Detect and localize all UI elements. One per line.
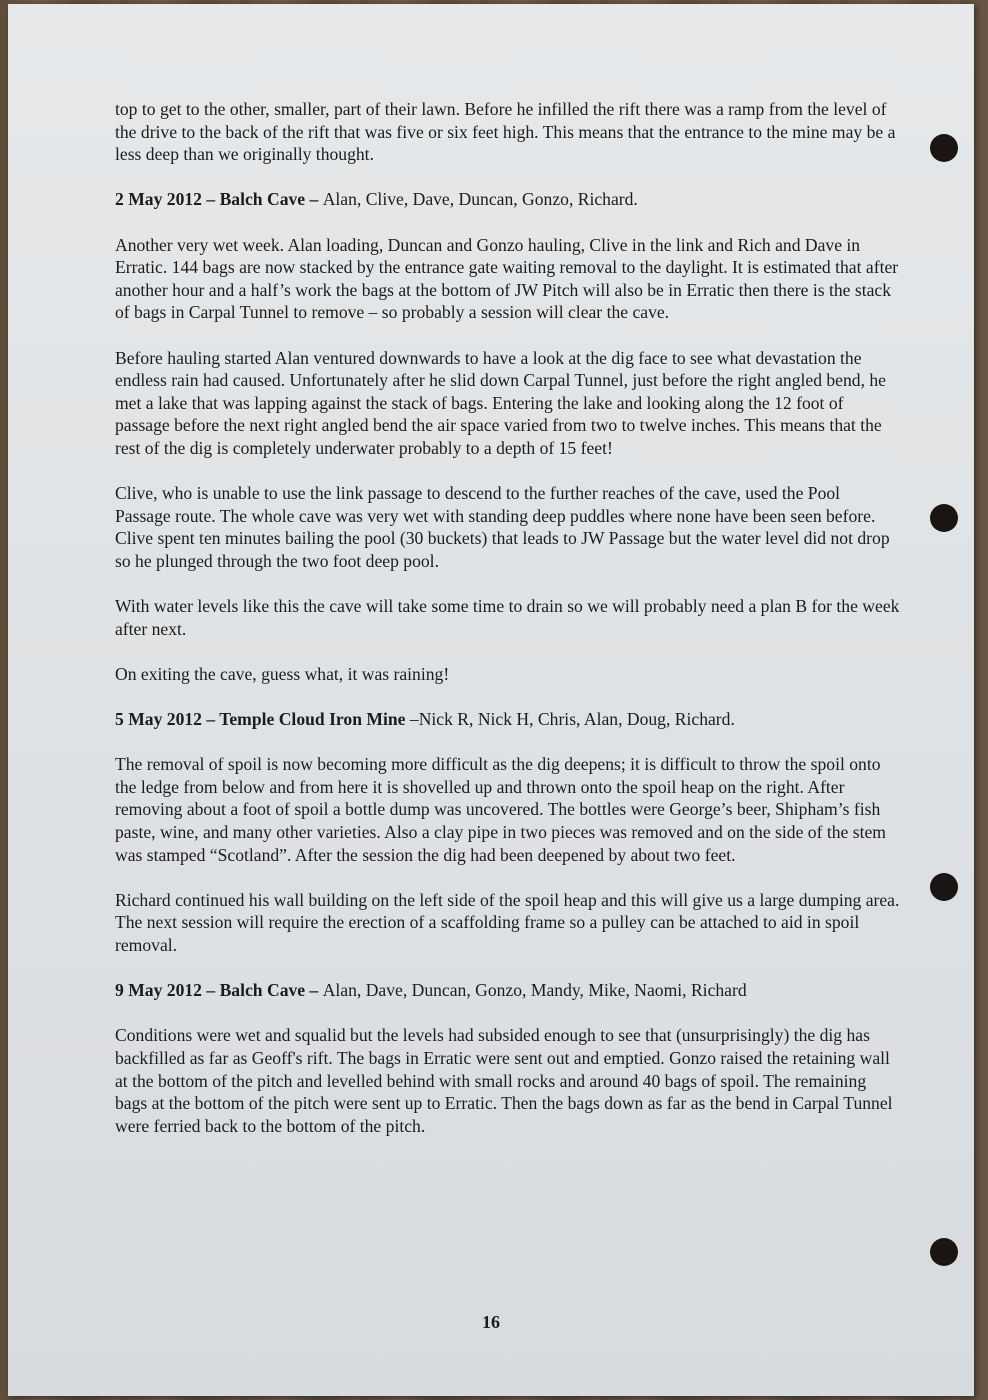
punch-hole (930, 873, 958, 901)
heading-people: –Nick R, Nick H, Chris, Alan, Doug, Richard. (409, 709, 735, 730)
section-heading (115, 188, 900, 211)
heading-people: Alan, Clive, Dave, Duncan, Gonzo, Richard. (322, 189, 638, 210)
paragraph: With water levels like this the cave will take some time to drain so we will probably need a plan B for the week after next. (115, 596, 900, 639)
paragraph: The next session will require the erection of a scaffolding frame so a pulley can be attached to aid in spoil removal. (115, 912, 860, 955)
heading-people: Alan, Dave, Duncan, Gonzo, Mandy, Mike, Naomi, Richard (322, 980, 747, 1001)
paragraph: Richard continued his wall building on the left side of the spoil heap and this will give us a large dumping area. (115, 889, 900, 910)
heading-title: 5 May 2012 – Temple Cloud Iron Mine (115, 709, 410, 730)
section-heading (115, 979, 900, 1002)
paper-sheet (8, 4, 974, 1396)
document-body (115, 98, 900, 1160)
paragraph: Before hauling started Alan ventured downwards to have a look at the dig face to see what devastation the endless rain had caused. Unfortunately after he slid down Carpal Tunnel, just before the right angled bend, he met a lake that was lapping against the stack of bags. Entering the lake and looking along the 12 foot of passage before the next right angled bend the air space varied from two to twelve inches. This means that the rest of the dig is completely underwater probably to a depth of 15 feet! (115, 347, 886, 458)
punch-hole (930, 1238, 958, 1266)
punch-hole (930, 504, 958, 532)
page-number: 16 (482, 1312, 500, 1332)
paragraph: Clive, who is unable to use the link passage to descend to the further reaches of the cave, used the Pool Passage route. The whole cave was very wet with standing deep puddles where none have been seen before. Clive spent ten minutes bailing the pool (30 buckets) that leads to JW Passage but the water level did not drop so he plunged through the two foot deep pool. (115, 483, 890, 571)
section-heading (115, 708, 900, 731)
heading-title: 2 May 2012 – Balch Cave – (115, 189, 323, 210)
paragraph: Another very wet week. Alan loading, Duncan and Gonzo hauling, Clive in the link and Rich and Dave in Erratic. 144 bags are now stacked by the entrance gate waiting removal to the daylight. It is estimated that after another hour and a half’s work the bags at the bottom of JW Pitch will also be in Erratic then there is the stack of bags in Carpal Tunnel to remove – so probably a session will clear the cave. (115, 234, 899, 323)
heading-title: 9 May 2012 – Balch Cave – (115, 980, 323, 1001)
punch-hole (930, 134, 958, 162)
paragraph: On exiting the cave, guess what, it was raining! (115, 663, 450, 684)
paragraph: Conditions were wet and squalid but the levels had subsided enough to see that (unsurprisingly) the dig has backfilled as far as Geoff's rift. The bags in Erratic were sent out and emptied. Gonzo raised the retaining wall at the bottom of the pitch and levelled behind with small rocks and around 40 bags of spoil. The remaining bags at the bottom of the pitch were sent up to Erratic. Then the bags down as far as the bend in Carpal Tunnel were ferried back to the bottom of the pitch. (115, 1025, 893, 1136)
paragraph: top to get to the other, smaller, part of their lawn. Before he infilled the rift there was a ramp from the level of the drive to the back of the rift that was five or six feet high. This means that the entrance to the mine may be a less deep than we originally thought. (115, 99, 896, 165)
paragraph: The removal of spoil is now becoming more difficult as the dig deepens; it is difficult to throw the spoil onto the ledge from below and from here it is shovelled up and thrown onto the spoil heap on the right. After removing about a foot of spoil a bottle dump was uncovered. The bottles were George’s beer, Shipham’s fish paste, wine, and many other varieties. Also a clay pipe in two pieces was removed and on the side of the stem was stamped “Scotland”. After the session the dig had been deepened by about two feet. (115, 754, 886, 865)
